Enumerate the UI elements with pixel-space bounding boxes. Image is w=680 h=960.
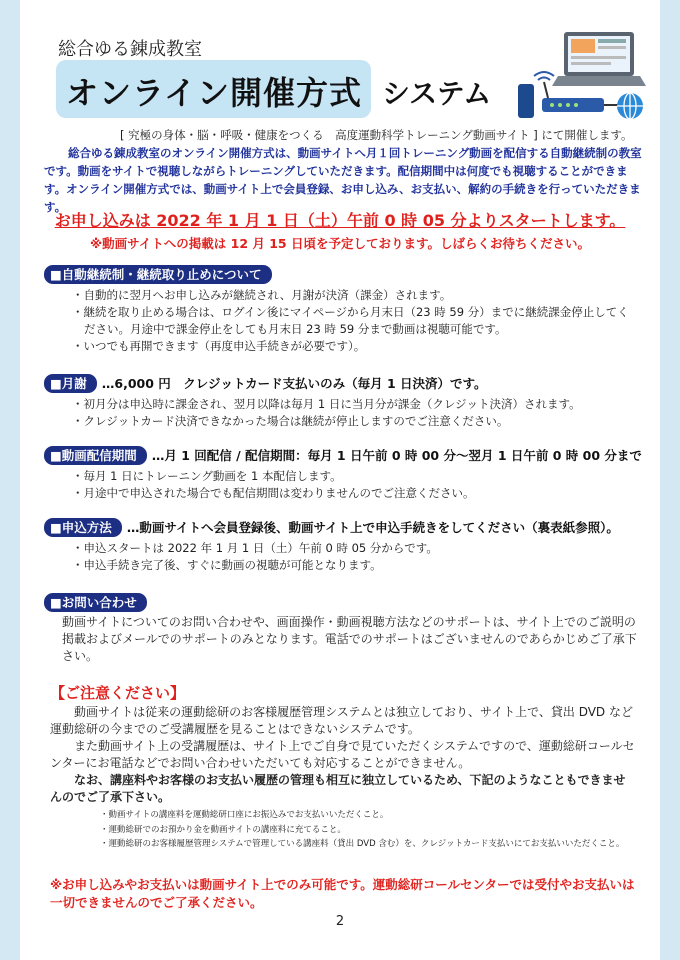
laptop-router-globe-icon xyxy=(506,28,646,128)
section-auto-continuation xyxy=(44,264,272,283)
period-summary: …月 1 回配信 / 配信期間：毎月 1 日午前 0 時 00 分〜翌月 1 日午前 0 時 00 分まで xyxy=(151,448,642,463)
footer-warning: ※お申し込みやお支払いは動画サイト上でのみ可能です。運動総研コールセンターでは受付やお支払いは一切できませんのでご了承ください。 xyxy=(50,877,635,910)
list-item: ・申込手続き完了後、すぐに動画の視聴が可能となります。 xyxy=(72,558,382,572)
list-item: ・クレジットカード決済できなかった場合は継続が停止しますのでご注意ください。 xyxy=(72,414,509,428)
list-item: ・自動的に翌月へお申し込みが継続され、月謝が決済（課金）されます。 xyxy=(72,288,452,302)
caution-list xyxy=(100,808,640,852)
list-item: ・月途中で申込された場合でも配信期間は変わりませんのでご注意ください。 xyxy=(72,486,475,500)
contact-body: 動画サイトについてのお問い合わせや、画面操作・動画視聴方法などのサポートは、サイト上でのご説明の掲載およびメールでのサポートのみとなります。電話でのサポートはございませんのであらかじめご了承下さい。 xyxy=(62,615,637,663)
section-period xyxy=(44,445,642,464)
laptop-icon xyxy=(552,32,646,86)
section-fee xyxy=(44,373,487,392)
section-heading-apply: ■申込方法 xyxy=(44,518,122,537)
section-heading-contact: ■お問い合わせ xyxy=(44,593,147,612)
list-item: ・運動総研でのお預かり金を動画サイトの講座料に充てること。 xyxy=(100,824,346,835)
organization-name: 総合ゆる錬成教室 xyxy=(58,39,202,60)
list-item: ・いつでも再開できます（再度申込手続きが必要です）。 xyxy=(72,339,366,353)
section-heading-period: ■動画配信期間 xyxy=(44,446,147,465)
list-item: ・初月分は申込時に課金され、翌月以降は毎月 1 日に当月分が課金（クレジット決済）されます。 xyxy=(72,397,581,411)
apply-list xyxy=(60,540,635,574)
list-item: ・申込スタートは 2022 年 1 月 1 日（土）午前 0 時 05 分からです。 xyxy=(72,541,438,555)
section-apply xyxy=(44,517,619,536)
apply-summary: …動画サイトへ会員登録後、動画サイト上で申込手続きをしてください（裏表紙参照）。 xyxy=(126,520,619,535)
list-item: ・継続を取り止める場合は、ログイン後にマイページから月末日（23 時 59 分）までに継続課金停止してください。月途中で課金停止をしても月末日 23 時 59 分まで動画は視聴可能です。 xyxy=(72,305,629,336)
page-number: 2 xyxy=(335,914,345,929)
period-list xyxy=(60,468,635,502)
intro-paragraph: 総合ゆる錬成教室のオンライン開催方式は、動画サイトへ月１回トレーニング動画を配信する自動継続制の教室です。動画をサイトで視聴しながらトレーニングしていただきます。配信期間中は何度でも視聴することができます。オンライン開催方式では、動画サイト上で会員登録、お申し込み、お支払い、解約の手続きを行っていただきます。 xyxy=(44,146,642,214)
list-item: ・動画サイトの講座料を運動総研口座にお振込みでお支払いいただくこと。 xyxy=(100,810,389,820)
page xyxy=(20,0,660,960)
intro-site-line: [ 究極の身体・脳・呼吸・健康をつくる 高度運動科学トレーニング動画サイト ] にて開催します。 xyxy=(120,128,633,142)
list-item: ・運動総研のお客様履歴管理システムで管理している講座料（貸出 DVD 含む）を、クレジットカード支払いにてお支払いいただくこと。 xyxy=(100,839,625,849)
caution-paragraph-2: また動画サイト上の受講履歴は、サイト上でご自身で見ていただくシステムですので、運動総研コールセンターにお電話などでお問い合わせいただいても対応することができません。 xyxy=(50,739,635,770)
caution-paragraph-1: 動画サイトは従来の運動総研のお客様履歴管理システムとは独立しており、サイト上で、貸出 DVD など運動総研の今までのご受講履歴を見ることはできないシステムです。 xyxy=(50,705,633,736)
section-heading-auto: ■自動継続制・継続取り止めについて xyxy=(44,265,272,284)
page-subtitle: システム xyxy=(382,77,492,110)
page-title: オンライン開催方式 xyxy=(66,74,363,112)
section-heading-fee: ■月謝 xyxy=(44,374,97,393)
auto-list xyxy=(60,287,635,355)
globe-icon xyxy=(617,93,643,119)
caution-heading: 【ご注意ください】 xyxy=(50,684,186,702)
caution-paragraph-3: なお、講座料やお客様のお支払い履歴の管理も相互に独立しているため、下記のようなこともできませんのでご了承下さい。 xyxy=(50,773,626,804)
start-date-note: ※動画サイトへの掲載は 12 月 15 日頃を予定しております。しばらくお待ちください。 xyxy=(90,236,590,251)
list-item: ・毎月 1 日にトレーニング動画を 1 本配信します。 xyxy=(72,469,342,483)
start-date-headline: お申し込みは 2022 年 1 月 1 日（土）午前 0 時 05 分よりスタートします。 xyxy=(54,211,626,230)
fee-list xyxy=(60,396,635,430)
section-contact xyxy=(44,592,147,611)
fee-summary: …6,000 円 クレジットカード支払いのみ（毎月 1 日決済）です。 xyxy=(101,376,487,391)
